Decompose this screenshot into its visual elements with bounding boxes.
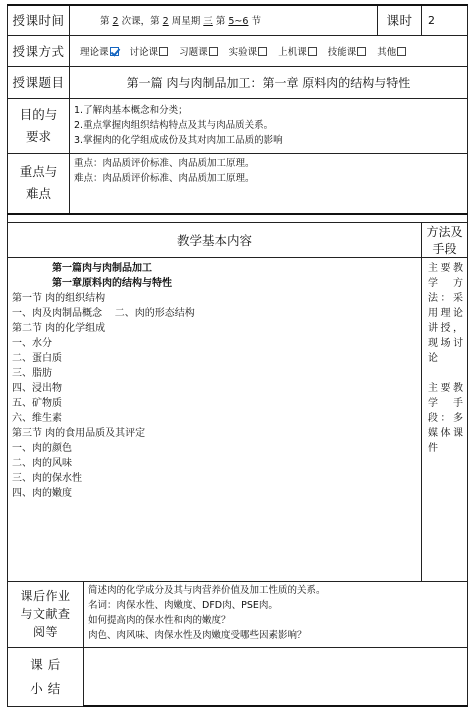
list-item: 第三节 肉的食用品质及其评定 bbox=[12, 427, 146, 439]
lesson-plan-sheet bbox=[7, 4, 467, 697]
method-header: 方法及手段 bbox=[422, 222, 468, 257]
method-options bbox=[70, 35, 468, 66]
chapter-heading: 第一章原料肉的结构与特性 bbox=[52, 277, 172, 289]
lesson-plan-table bbox=[7, 4, 468, 707]
list-item: 六、维生素 bbox=[12, 412, 62, 424]
checkbox-icon[interactable] bbox=[357, 47, 366, 56]
list-item: 三、脂肪 bbox=[12, 367, 52, 379]
list-item: 五、矿物质 bbox=[12, 397, 62, 409]
weekday-value: 三 bbox=[203, 16, 213, 28]
checkbox-icon[interactable] bbox=[308, 47, 317, 56]
checkbox-icon[interactable] bbox=[159, 47, 168, 56]
list-item: 三、肉的保水性 bbox=[12, 472, 82, 484]
list-item: 二、蛋白质 bbox=[12, 352, 62, 364]
week-number: 2 bbox=[162, 16, 169, 28]
checkbox-icon[interactable] bbox=[209, 47, 218, 56]
homework-list bbox=[84, 581, 468, 647]
section-divider bbox=[8, 214, 468, 222]
checkbox-icon[interactable] bbox=[258, 47, 267, 56]
keypoints-label: 重点与 难点 bbox=[8, 153, 70, 214]
summary-value[interactable] bbox=[84, 647, 468, 706]
option-exercise[interactable]: 习题课 bbox=[179, 47, 218, 58]
option-other[interactable]: 其他 bbox=[377, 47, 406, 58]
schedule-p3: 周星期 bbox=[171, 16, 201, 28]
checkbox-checked-icon[interactable] bbox=[110, 47, 119, 56]
homework-label: 课后作业 与文献查 阅等 bbox=[8, 581, 84, 647]
list-item: 二、肉的风味 bbox=[12, 457, 72, 469]
list-item: 名词：肉保水性、肉嫩度、DFD肉、PSE肉。 bbox=[88, 599, 278, 611]
list-item: 一、肉及肉制品概念 二、肉的形态结构 bbox=[12, 307, 195, 319]
list-item: 第二节 肉的化学组成 bbox=[12, 322, 106, 334]
schedule-cell bbox=[70, 5, 378, 35]
hours-value: 2 bbox=[422, 5, 468, 35]
checkbox-icon[interactable] bbox=[397, 47, 406, 56]
option-lab[interactable]: 实验课 bbox=[229, 47, 268, 58]
schedule-p4: 第 bbox=[215, 16, 226, 28]
list-item: 重点：肉品质评价标准、肉品质加工原理。 bbox=[74, 157, 255, 169]
method-paragraph: 主要教学手段：多媒体课件 bbox=[428, 382, 463, 454]
list-item: 第一节 肉的组织结构 bbox=[12, 292, 106, 304]
list-item: 3.掌握肉的化学组成成份及其对肉加工品质的影响 bbox=[74, 135, 283, 146]
list-item: 一、水分 bbox=[12, 337, 52, 349]
topic-label: 授课题目 bbox=[8, 66, 70, 98]
list-item: 四、浸出物 bbox=[12, 382, 62, 394]
option-skill[interactable]: 技能课 bbox=[328, 47, 367, 58]
list-item: 四、肉的嫩度 bbox=[12, 487, 72, 499]
keypoints-list bbox=[70, 153, 468, 214]
part-heading: 第一篇肉与肉制品加工 bbox=[52, 262, 152, 274]
goals-label: 目的与 要求 bbox=[8, 98, 70, 153]
summary-label: 课 后 小 结 bbox=[8, 647, 84, 706]
goals-list bbox=[70, 98, 468, 153]
list-item: 1.了解肉基本概念和分类； bbox=[74, 105, 188, 116]
list-item: 2.重点掌握肉组织结构特点及其与肉品质关系。 bbox=[74, 120, 274, 131]
periods-value: 5~6 bbox=[228, 16, 249, 28]
list-item: 如何提高肉的保水性和肉的嫩度？ bbox=[88, 614, 231, 626]
schedule-p5: 节 bbox=[251, 16, 261, 28]
time-label: 授课时间 bbox=[8, 5, 70, 35]
method-paragraph: 主要教学方法：采用理论讲授，现场讨论 bbox=[428, 262, 463, 364]
topic-value: 第一篇 肉与肉制品加工：第一章 原料肉的结构与特性 bbox=[70, 66, 468, 98]
session-number: 2 bbox=[112, 16, 119, 28]
list-item: 简述肉的化学成分及其与肉营养价值及加工性质的关系。 bbox=[88, 584, 326, 596]
list-item: 难点：肉品质评价标准、肉品质加工原理。 bbox=[74, 172, 255, 184]
method-body bbox=[422, 257, 468, 581]
content-header: 教学基本内容 bbox=[8, 222, 422, 257]
option-lecture[interactable]: 理论课 bbox=[80, 47, 119, 58]
option-computer[interactable]: 上机课 bbox=[278, 47, 317, 58]
method-label: 授课方式 bbox=[8, 35, 70, 66]
list-item: 肉色、肉风味、肉保水性及肉嫩度受哪些因素影响？ bbox=[88, 629, 307, 641]
schedule-p1: 第 bbox=[100, 16, 110, 28]
option-discussion[interactable]: 讨论课 bbox=[130, 47, 169, 58]
schedule-p2: 次课，第 bbox=[121, 16, 160, 28]
list-item: 一、肉的颜色 bbox=[12, 442, 72, 454]
hours-label: 课时 bbox=[378, 5, 422, 35]
content-body bbox=[8, 257, 422, 581]
